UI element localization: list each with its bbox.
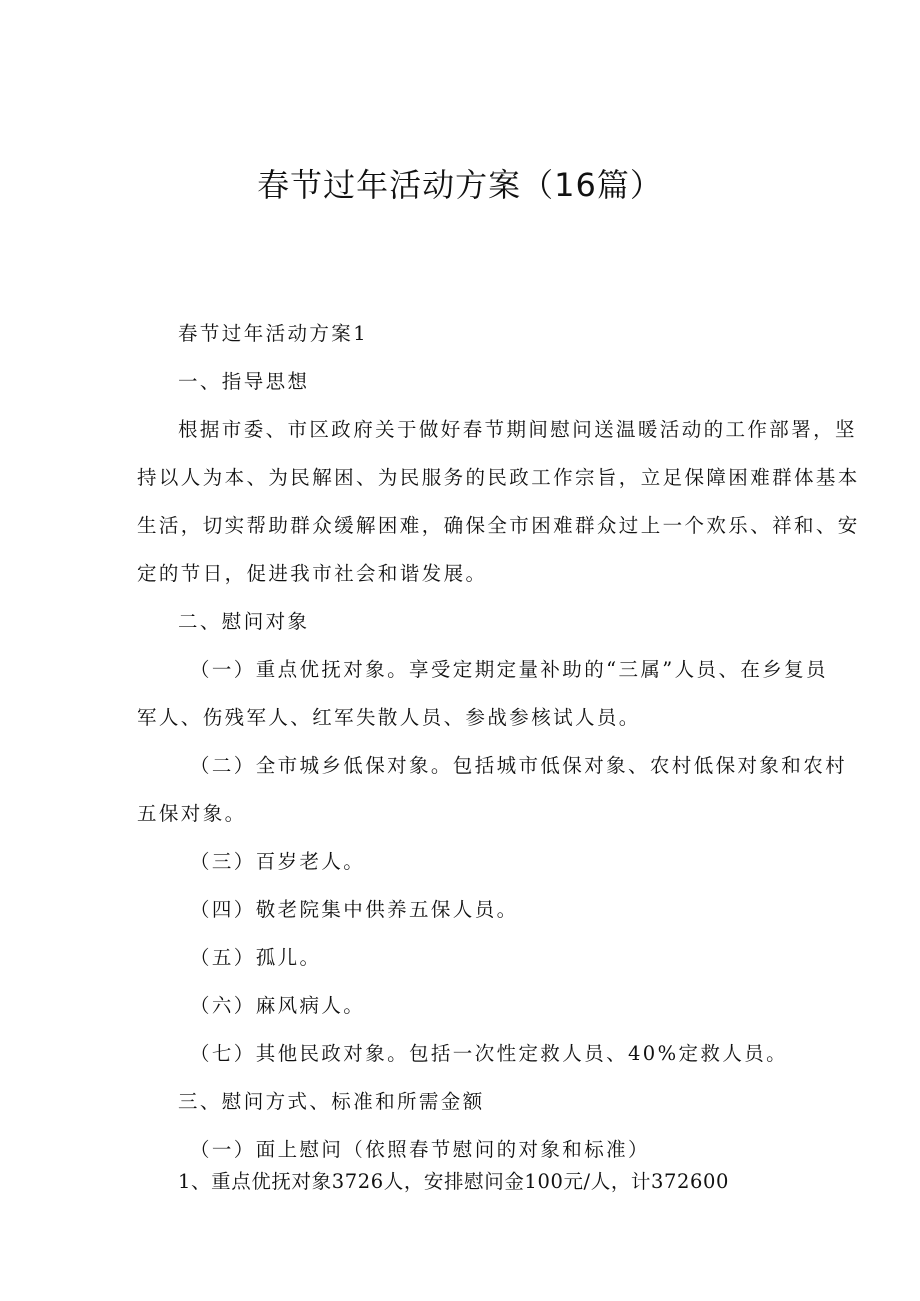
paragraph-line: 持以人为本、为民解困、为民服务的民政工作宗旨，立足保障困难群体基本	[137, 466, 860, 489]
sub-heading: （一）面上慰问（依照春节慰问的对象和标准）	[190, 1138, 650, 1161]
section-heading-3: 三、慰问方式、标准和所需金额	[178, 1090, 485, 1113]
list-item: （五）孤儿。	[190, 946, 322, 969]
paragraph-line: 生活，切实帮助群众缓解困难，确保全市困难群众过上一个欢乐、祥和、安	[137, 514, 860, 537]
list-item: （四）敬老院集中供养五保人员。	[190, 898, 519, 921]
document-title: 春节过年活动方案（16篇）	[257, 166, 663, 204]
paragraph-line: 定的节日，促进我市社会和谐发展。	[137, 562, 488, 585]
paragraph-line: 1、重点优抚对象3726人，安排慰问金100元/人，计372600	[178, 1170, 730, 1193]
list-item-line: 五保对象。	[137, 802, 247, 825]
list-item: （三）百岁老人。	[190, 850, 366, 873]
section-heading-1: 一、指导思想	[178, 370, 310, 393]
list-item-line: 军人、伤残军人、红军失散人员、参战参核试人员。	[137, 706, 641, 729]
list-item: （七）其他民政对象。包括一次性定救人员、40%定救人员。	[190, 1042, 789, 1065]
paragraph-line: 根据市委、市区政府关于做好春节期间慰问送温暖活动的工作部署，坚	[178, 418, 857, 441]
list-item: （六）麻风病人。	[190, 994, 366, 1017]
section-heading-2: 二、慰问对象	[178, 610, 310, 633]
list-item-line: （二）全市城乡低保对象。包括城市低保对象、农村低保对象和农村	[190, 754, 848, 777]
list-item-line: （一）重点优抚对象。享受定期定量补助的“三属”人员、在乡复员	[190, 658, 828, 681]
subtitle: 春节过年活动方案1	[178, 322, 369, 345]
